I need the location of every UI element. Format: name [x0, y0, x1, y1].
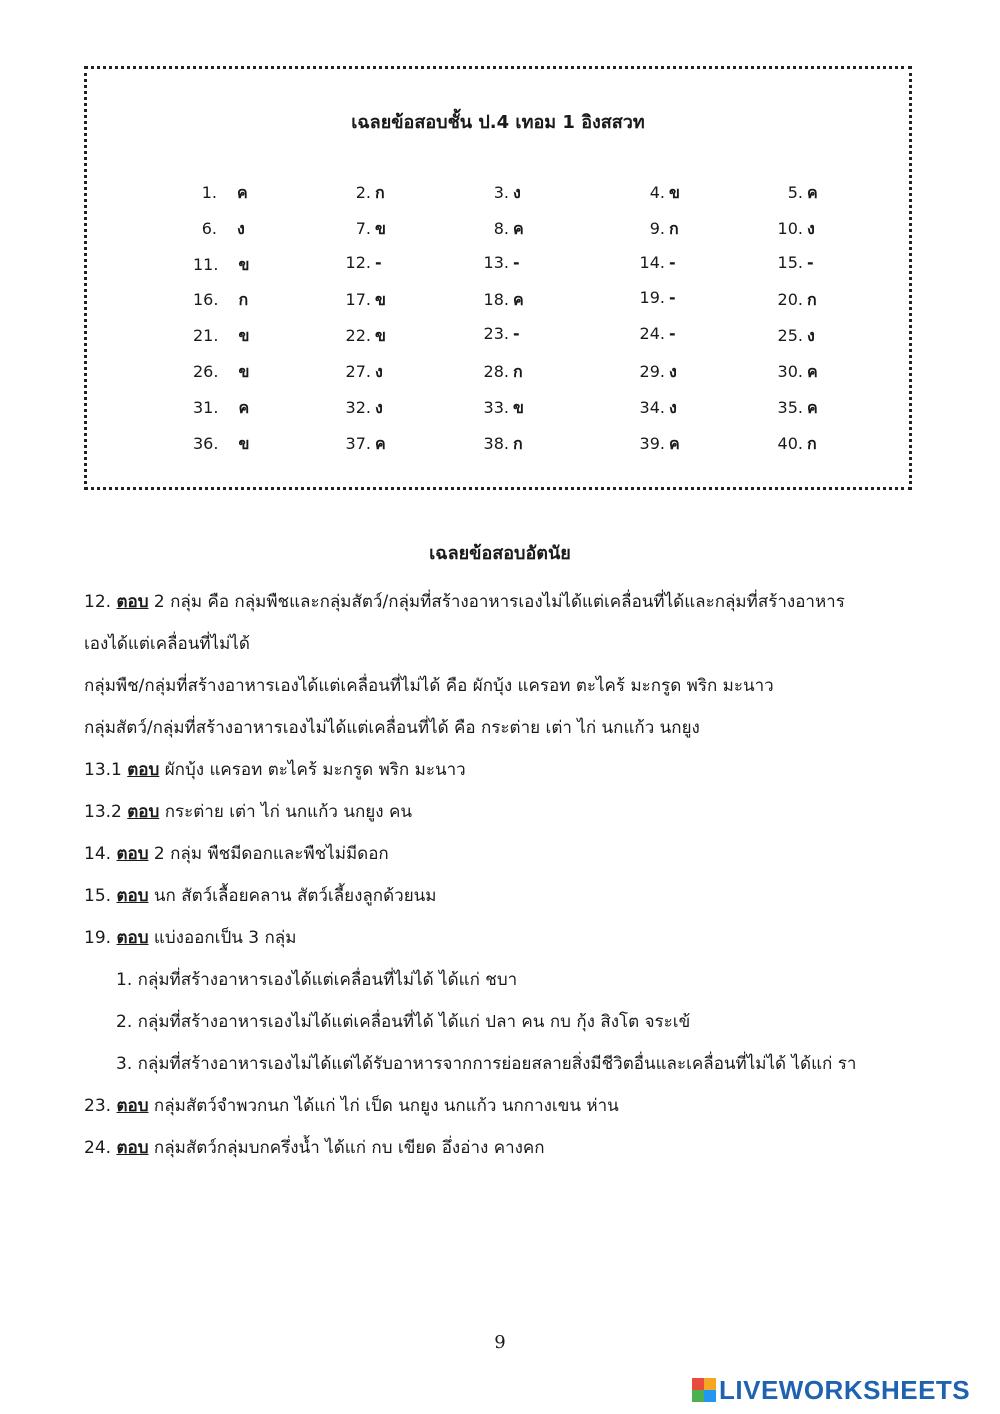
answer-item	[193, 253, 249, 278]
answer-letter: -	[669, 288, 676, 308]
answer-line-number: 14.	[84, 844, 117, 864]
answer-item	[193, 396, 249, 421]
answer-item	[631, 432, 680, 457]
answer-line-number: 19.	[84, 928, 117, 948]
answer-item	[193, 288, 248, 313]
answer-item	[631, 217, 679, 242]
subjective-title: เฉลยข้อสอบอัตนัย	[429, 543, 571, 564]
answer-item	[193, 217, 245, 242]
answer-line-text: 1. กลุ่มที่สร้างอาหารเองได้แต่เคลื่อนที่ไม่ได้ ได้แก่ ชบา	[116, 970, 518, 990]
answer-line-text: 2 กลุ่ม คือ กลุ่มพืชและกลุ่มสัตว์/กลุ่มที่สร้างอาหารเองไม่ได้แต่เคลื่อนที่ได้และกลุ่มที่สร้างอาหาร	[148, 592, 845, 612]
answer-item	[475, 181, 521, 206]
answer-letter: ข	[513, 397, 524, 417]
answer-item	[475, 324, 520, 343]
answer-key-box	[84, 66, 912, 490]
answer-keyword: ตอบ	[116, 1138, 149, 1158]
page-number: 9	[494, 1332, 506, 1353]
answer-number: 2.	[355, 183, 371, 202]
answer-item	[193, 432, 249, 457]
answer-number: 34.	[639, 397, 665, 417]
answer-number: 22.	[345, 326, 371, 346]
answer-number: 24.	[639, 324, 665, 344]
answer-line-text: 2 กลุ่ม พืชมีดอกและพืชไม่มีดอก	[148, 844, 389, 864]
answer-line	[84, 630, 250, 657]
answer-letter: -	[513, 324, 520, 344]
answer-line-text: กระต่าย เต่า ไก่ นกแก้ว นกยูง คน	[159, 802, 412, 822]
answer-item	[475, 288, 524, 313]
answer-number: 30.	[777, 362, 803, 381]
answer-letter: ง	[375, 397, 383, 417]
answer-line	[84, 798, 412, 825]
answer-number: 17.	[345, 290, 371, 310]
answer-number: 14.	[639, 252, 665, 272]
answer-item	[631, 288, 676, 307]
answer-letter: ข	[238, 254, 250, 274]
answer-line	[84, 1092, 619, 1119]
answer-letter: ข	[669, 183, 680, 202]
answer-letter: ข	[238, 433, 250, 453]
answer-letter: ง	[237, 218, 245, 238]
answer-line	[84, 924, 296, 951]
answer-number: 38.	[483, 433, 509, 453]
answer-key-title: เฉลยข้อสอบชั้น ป.4 เทอม 1 อิงสสวท	[351, 112, 645, 133]
answer-number: 25.	[777, 326, 803, 346]
answer-line	[116, 1050, 856, 1077]
answer-item	[769, 217, 815, 242]
answer-item	[193, 324, 249, 349]
answer-letter: ค	[807, 183, 818, 202]
answer-line-number: 13.2	[84, 802, 128, 822]
answer-letter: ก	[513, 362, 523, 381]
answer-item	[337, 432, 386, 457]
answer-item	[337, 324, 386, 349]
answer-number: 3.	[493, 183, 509, 202]
answer-number: 18.	[483, 290, 509, 310]
answer-line-text: แบ่งออกเป็น 3 กลุ่ม	[148, 928, 297, 948]
answer-keyword: ตอบ	[116, 886, 149, 906]
answer-item	[769, 181, 818, 206]
answer-letter: ข	[238, 326, 250, 346]
answer-number: 37.	[345, 433, 371, 453]
answer-item	[337, 396, 383, 421]
answer-line-text: 2. กลุ่มที่สร้างอาหารเองไม่ได้แต่เคลื่อนที่ได้ ได้แก่ ปลา คน กบ กุ้ง สิงโต จระเข้	[116, 1012, 691, 1032]
answer-number: 4.	[649, 183, 665, 202]
answer-line-text: นก สัตว์เลื้อยคลาน สัตว์เลี้ยงลูกด้วยนม	[148, 886, 437, 906]
answer-item	[631, 324, 676, 343]
answer-line	[84, 1134, 545, 1161]
answer-number: 33.	[483, 397, 509, 417]
answer-item	[337, 360, 383, 385]
answer-keyword: ตอบ	[116, 592, 149, 612]
answer-item	[475, 360, 523, 385]
answer-line	[84, 672, 774, 699]
answer-line	[116, 1008, 690, 1035]
answer-item	[631, 360, 677, 385]
answer-letter: ค	[513, 218, 524, 238]
answer-item	[337, 217, 386, 242]
answer-letter: ก	[807, 433, 817, 453]
answer-number: 28.	[483, 362, 509, 381]
answer-number: 5.	[787, 183, 803, 202]
answer-letter: -	[669, 324, 676, 344]
answer-item	[475, 217, 524, 242]
answer-number: 21.	[193, 326, 219, 346]
answer-line-text: ผักบุ้ง แครอท ตะไคร้ มะกรูด พริก มะนาว	[159, 760, 466, 780]
answer-number: 32.	[345, 397, 371, 417]
answer-letter: ข	[375, 290, 386, 310]
answer-line-number: 12.	[84, 592, 117, 612]
answer-keyword: ตอบ	[127, 802, 160, 822]
answer-letter: -	[375, 252, 382, 272]
answer-item	[769, 432, 817, 457]
answer-keyword: ตอบ	[116, 844, 149, 864]
answer-number: 26.	[193, 362, 219, 381]
answer-item	[337, 288, 386, 313]
answer-number: 12.	[345, 252, 371, 272]
answer-letter: ก	[807, 290, 817, 310]
answer-letter: -	[669, 252, 676, 272]
answer-number: 7.	[355, 218, 371, 238]
answer-number: 20.	[777, 290, 803, 310]
answer-letter: ง	[807, 218, 815, 238]
answer-letter: ก	[669, 218, 679, 238]
brand-text: LIVEWORKSHEETS	[719, 1374, 971, 1405]
answer-line-text: 3. กลุ่มที่สร้างอาหารเองไม่ได้แต่ได้รับอาหารจากการย่อยสลายสิ่งมีชีวิตอื่นและเคลื่อนที่ไม่ได้ ได้แก่ รา	[116, 1054, 857, 1074]
answer-letter: -	[807, 252, 814, 272]
answer-item	[769, 360, 818, 385]
answer-number: 11.	[193, 254, 219, 274]
answer-number: 27.	[345, 362, 371, 381]
answer-keyword: ตอบ	[116, 1096, 149, 1116]
answer-letter: ง	[513, 183, 521, 202]
answer-number: 19.	[639, 288, 665, 308]
answer-letter: ก	[513, 433, 523, 453]
answer-line-text: กลุ่มสัตว์/กลุ่มที่สร้างอาหารเองไม่ได้แต่เคลื่อนที่ได้ คือ กระต่าย เต่า ไก่ นกแก้ว นกยูง	[84, 718, 700, 738]
answer-item	[193, 181, 248, 206]
answer-number: 9.	[649, 218, 665, 238]
answer-number: 40.	[777, 433, 803, 453]
answer-letter: ค	[375, 433, 386, 453]
answer-keyword: ตอบ	[127, 760, 160, 780]
answer-line	[84, 756, 466, 783]
answer-line	[116, 966, 517, 993]
answer-line-number: 15.	[84, 886, 117, 906]
answer-letter: ค	[807, 397, 818, 417]
liveworksheets-logo-icon	[692, 1378, 716, 1402]
answer-letter: ง	[669, 362, 677, 381]
answer-item	[631, 396, 677, 421]
answer-item	[337, 253, 382, 272]
answer-item	[769, 396, 818, 421]
answer-item	[631, 253, 676, 272]
answer-letter: ง	[807, 326, 815, 346]
answer-item	[769, 253, 814, 272]
answer-number: 8.	[493, 218, 509, 238]
answer-number: 6.	[201, 218, 217, 238]
answer-letter: ข	[375, 326, 386, 346]
answer-letter: ข	[238, 362, 250, 381]
answer-letter: ง	[375, 362, 383, 381]
answer-number: 1.	[201, 183, 217, 202]
answer-line	[84, 588, 845, 615]
answer-letter: ข	[375, 218, 386, 238]
answer-item	[475, 396, 524, 421]
answer-line-number: 24.	[84, 1138, 117, 1158]
answer-line-text: เองได้แต่เคลื่อนที่ไม่ได้	[84, 634, 250, 654]
answer-line	[84, 882, 436, 909]
answer-item	[769, 288, 817, 313]
answer-keyword: ตอบ	[116, 928, 149, 948]
answer-item	[631, 181, 680, 206]
answer-line-text: กลุ่มพืช/กลุ่มที่สร้างอาหารเองได้แต่เคลื่อนที่ไม่ได้ คือ ผักบุ้ง แครอท ตะไคร้ มะกรูด พริก มะนาว	[84, 676, 774, 696]
answer-number: 23.	[483, 324, 509, 344]
answer-letter: ค	[807, 362, 818, 381]
answer-line	[84, 714, 700, 741]
answer-item	[193, 360, 249, 385]
answer-item	[475, 253, 520, 272]
answer-number: 29.	[639, 362, 665, 381]
answer-letter: ค	[669, 433, 680, 453]
answer-number: 15.	[777, 252, 803, 272]
answer-number: 13.	[483, 252, 509, 272]
answer-item	[475, 432, 523, 457]
answer-number: 31.	[193, 397, 219, 417]
answer-number: 16.	[193, 290, 219, 310]
answer-line-text: กลุ่มสัตว์จำพวกนก ได้แก่ ไก่ เป็ด นกยูง นกแก้ว นกกางเขน ห่าน	[148, 1096, 619, 1116]
answer-item	[337, 181, 385, 206]
answer-line-number: 13.1	[84, 760, 128, 780]
answer-letter: ง	[669, 397, 677, 417]
liveworksheets-brand[interactable]	[692, 1375, 970, 1405]
answer-line-number: 23.	[84, 1096, 117, 1116]
answer-letter: ค	[513, 290, 524, 310]
answer-letter: ก	[375, 183, 385, 202]
answer-letter: ค	[237, 183, 248, 202]
answer-number: 10.	[777, 218, 803, 238]
answer-line	[84, 840, 389, 867]
answer-letter: -	[513, 252, 520, 272]
answer-item	[769, 324, 815, 349]
answer-letter: ค	[238, 397, 250, 417]
answer-number: 35.	[777, 397, 803, 417]
answer-number: 36.	[193, 433, 219, 453]
answer-number: 39.	[639, 433, 665, 453]
answer-letter: ก	[238, 290, 249, 310]
answer-line-text: กลุ่มสัตว์กลุ่มบกครึ่งน้ำ ได้แก่ กบ เขียด อึ่งอ่าง คางคก	[148, 1138, 545, 1158]
